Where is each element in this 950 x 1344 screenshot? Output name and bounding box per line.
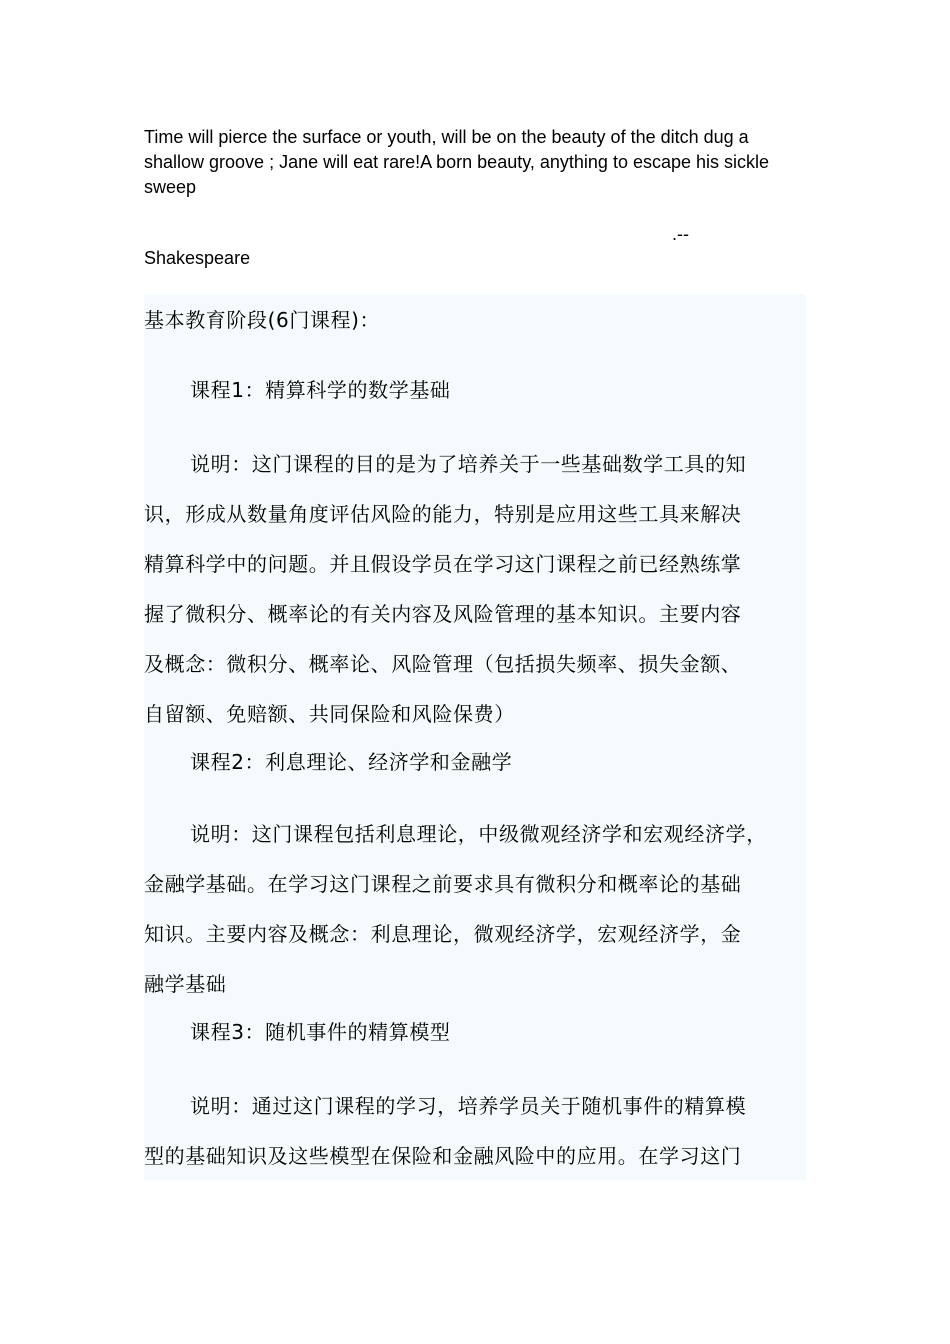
course-1-desc-line: 识，形成从数量角度评估风险的能力，特别是应用这些工具来解决 xyxy=(144,502,742,526)
course-1-desc-line: 自留额、免赔额、共同保险和风险保费） xyxy=(144,702,515,726)
course-2-desc-line: 说明：这门课程包括利息理论，中级微观经济学和宏观经济学， xyxy=(190,822,767,846)
course-1-title: 课程1：精算科学的数学基础 xyxy=(190,378,451,402)
quote-attribution-name: Shakespeare xyxy=(144,248,251,268)
course-1-desc-line: 握了微积分、概率论的有关内容及风险管理的基本知识。主要内容 xyxy=(144,602,742,626)
course-2-desc-line: 融学基础 xyxy=(144,972,227,996)
course-2-title: 课程2：利息理论、经济学和金融学 xyxy=(190,750,513,774)
course-3-desc-line: 型的基础知识及这些模型在保险和金融风险中的应用。在学习这门 xyxy=(144,1144,742,1168)
quote-attribution-dash: .-- xyxy=(672,224,689,244)
course-2-desc-line: 知识。主要内容及概念：利息理论，微观经济学，宏观经济学，金 xyxy=(144,922,742,946)
section-title: 基本教育阶段(6门课程)： xyxy=(144,308,381,332)
course-2-desc-line: 金融学基础。在学习这门课程之前要求具有微积分和概率论的基础 xyxy=(144,872,742,896)
quote-text: Time will pierce the surface or youth, will be on the beauty of the ditch dug a shallow groove ; Jane will eat rare!A born beauty, anything to escape his sickle sweep xyxy=(144,127,770,197)
course-1-desc-line: 及概念：微积分、概率论、风险管理（包括损失频率、损失金额、 xyxy=(144,652,742,676)
course-1-desc-line: 精算科学中的问题。并且假设学员在学习这门课程之前已经熟练掌 xyxy=(144,552,742,576)
course-content xyxy=(144,294,806,1180)
course-3-desc-line: 说明：通过这门课程的学习，培养学员关于随机事件的精算模 xyxy=(190,1094,747,1118)
course-3-title: 课程3：随机事件的精算模型 xyxy=(190,1020,451,1044)
course-1-desc-line: 说明：这门课程的目的是为了培养关于一些基础数学工具的知 xyxy=(190,452,747,476)
